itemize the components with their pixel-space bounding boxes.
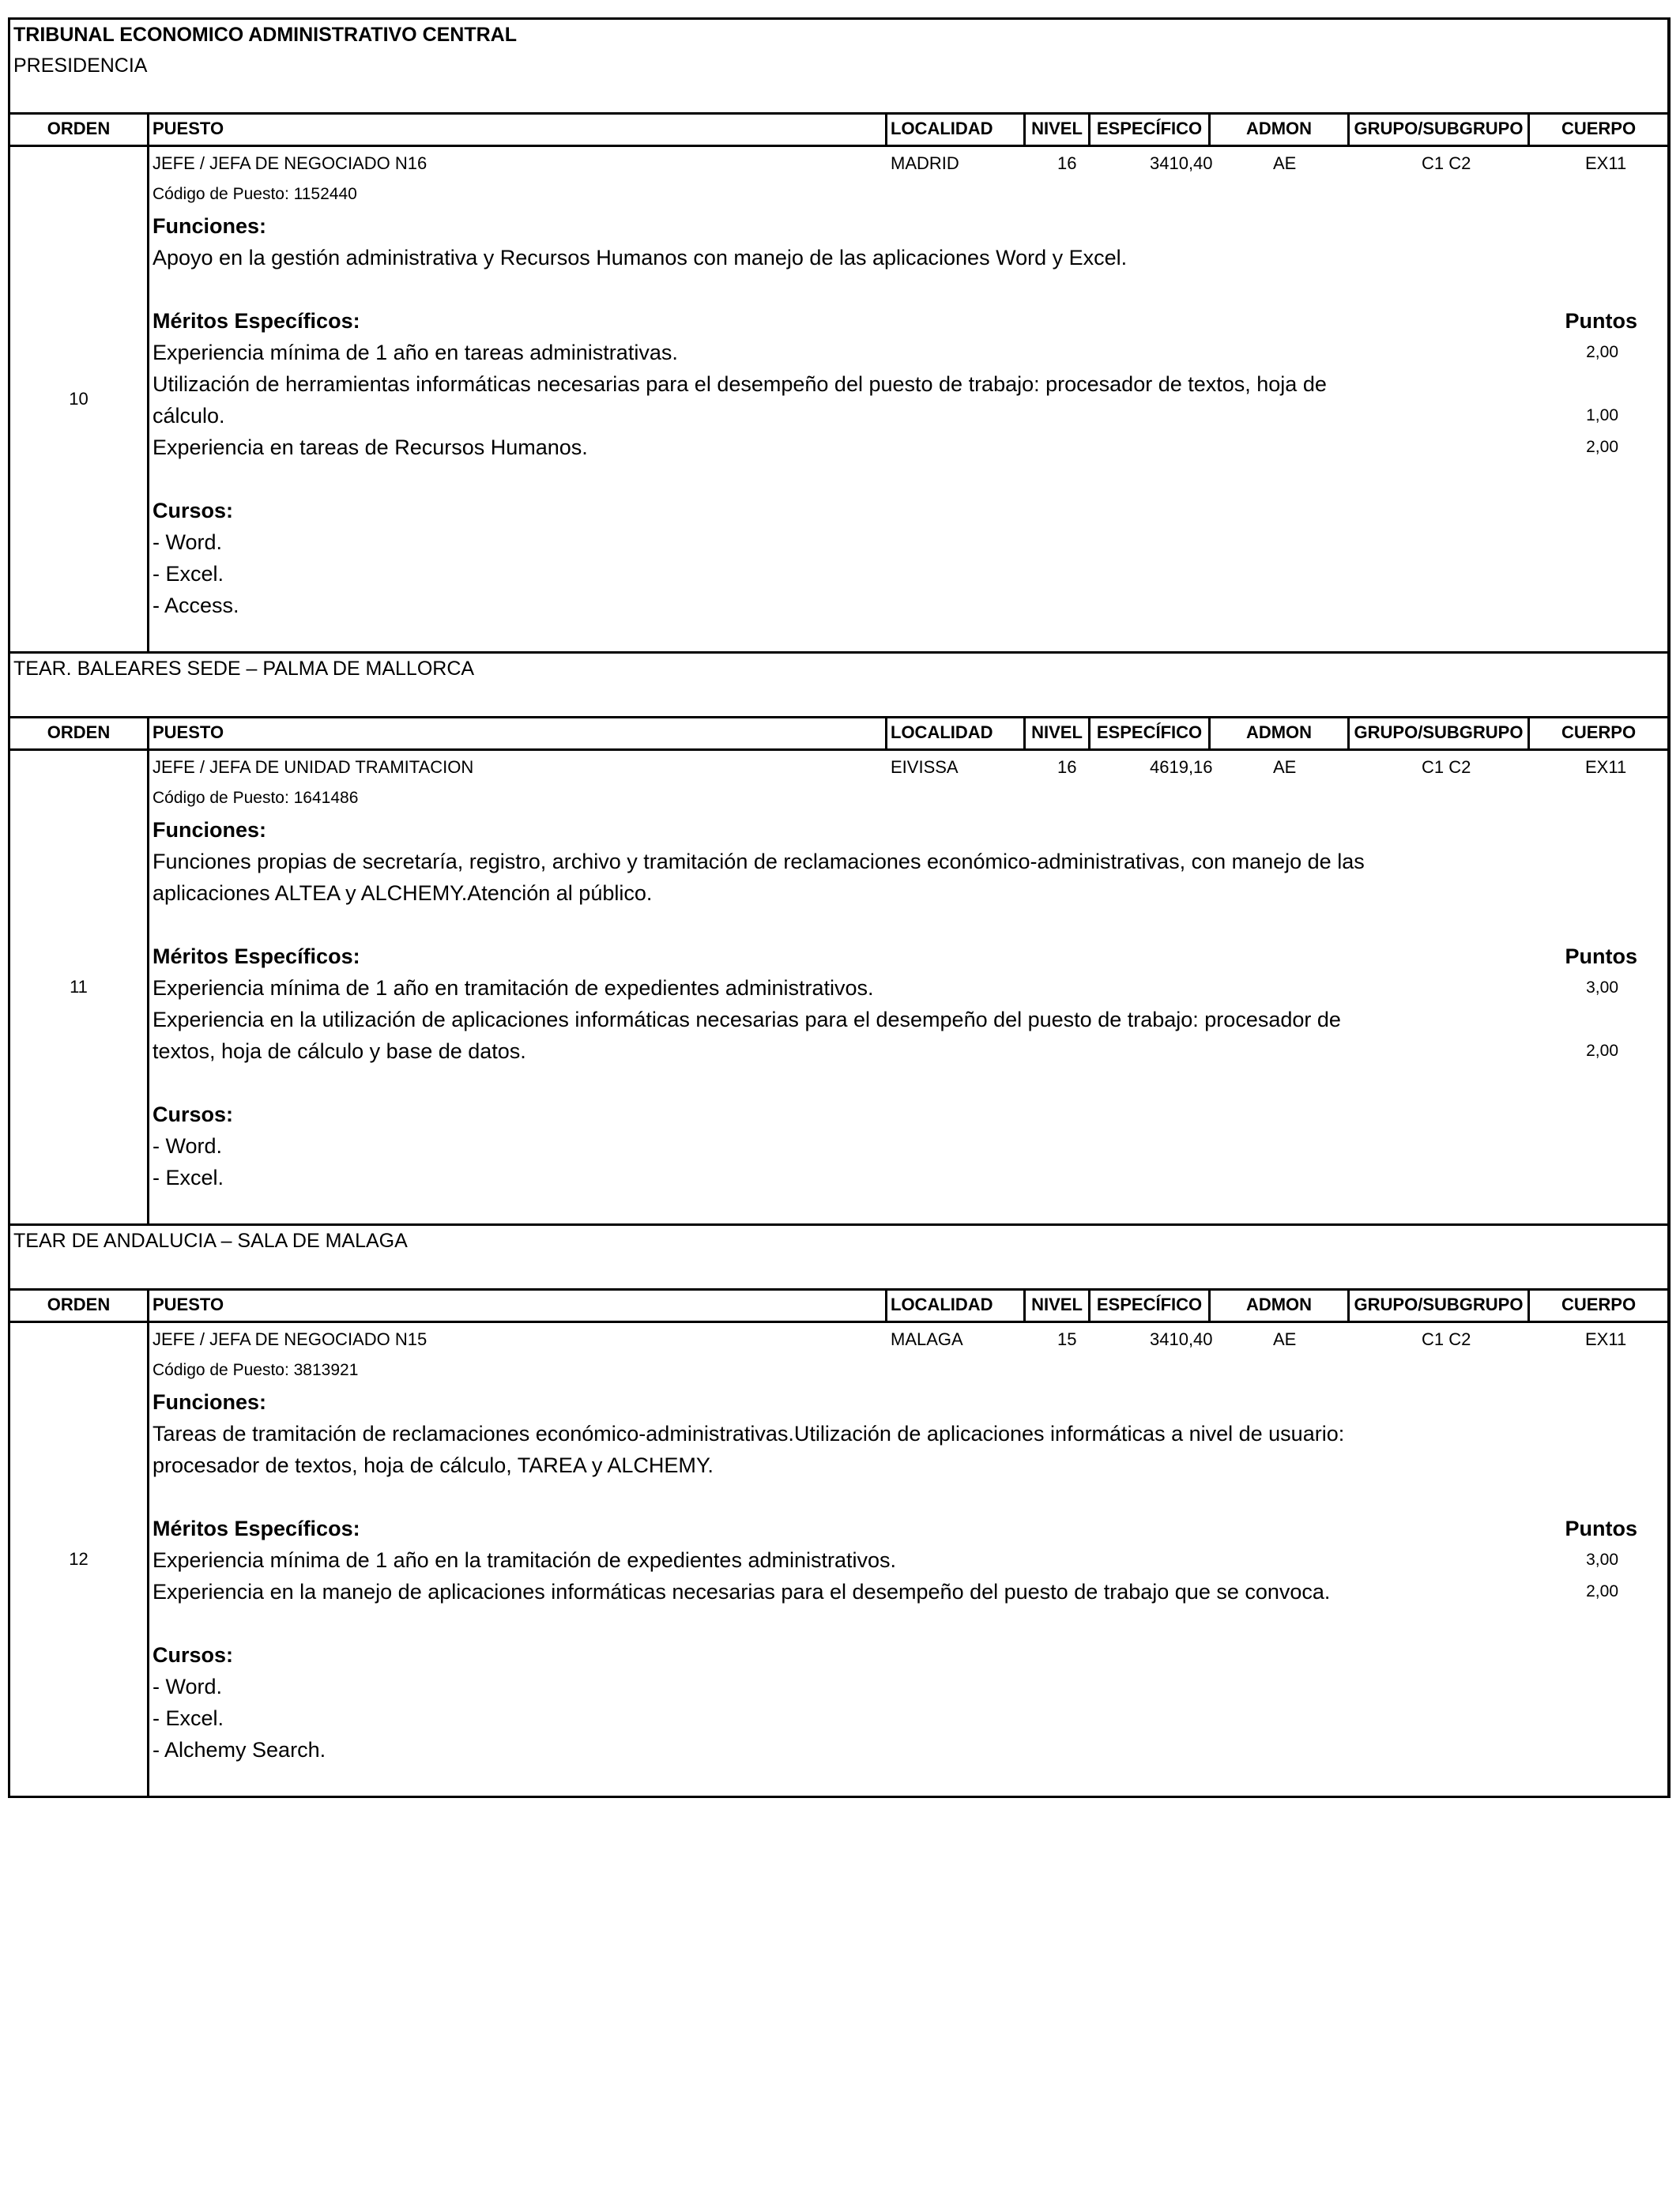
merito-item [149, 1035, 1667, 1067]
org-title: TRIBUNAL ECONOMICO ADMINISTRATIVO CENTRAL [13, 24, 518, 46]
admon-value: AE [1273, 757, 1297, 777]
puesto-value: JEFE / JEFA DE NEGOCIADO N15 [153, 1329, 428, 1349]
funciones-text: Funciones propias de secretaría, registro, archivo y tramitación de reclamaciones económico-administrativas, con manejo de las [153, 850, 1365, 873]
cursos-heading: Cursos: [153, 1643, 234, 1667]
merito-puntos: 2,00 [1586, 1042, 1618, 1060]
merito-text: textos, hoja de cálculo y base de datos. [153, 1039, 526, 1063]
codigo-puesto: Código de Puesto: 1152440 [153, 185, 357, 203]
job-row [10, 1323, 1667, 1796]
org-header [10, 20, 1667, 115]
especifico-value: 3410,40 [1150, 1329, 1213, 1349]
merito-item [149, 1004, 1667, 1035]
funciones-heading: Funciones: [153, 818, 267, 842]
merito-text: Experiencia mínima de 1 año en la tramitación de expedientes administrativos. [153, 1548, 897, 1572]
cuerpo-value: EX11 [1585, 757, 1627, 777]
funciones-text: procesador de textos, hoja de cálculo, TAREA y ALCHEMY. [153, 1453, 714, 1477]
nivel-value: 15 [1057, 1329, 1077, 1349]
curso-item: - Access. [153, 594, 239, 617]
section-name: TEAR. BALEARES SEDE – PALMA DE MALLORCA [13, 658, 475, 680]
grupo-value: C1 C2 [1422, 757, 1471, 777]
especifico-value: 3410,40 [1150, 153, 1213, 173]
grupo-value: C1 C2 [1422, 153, 1471, 173]
funciones-heading: Funciones: [153, 1390, 267, 1414]
meritos-label: Méritos Específicos: [153, 944, 360, 968]
column-header-row [10, 1291, 1667, 1323]
orden-value: 12 [10, 1323, 149, 1796]
orden-value: 11 [10, 751, 149, 1223]
puntos-heading: Puntos [1565, 309, 1637, 333]
col-orden: ORDEN [10, 718, 149, 748]
col-nivel: NIVEL [1026, 115, 1090, 145]
merito-text: Utilización de herramientas informáticas necesarias para el desempeño del puesto de trabajo: procesador de textos, hoja de [153, 372, 1327, 396]
job-summary-line [149, 1323, 1667, 1355]
merito-item [149, 1576, 1667, 1608]
job-body [149, 147, 1667, 651]
merito-puntos: 2,00 [1586, 343, 1618, 361]
col-localidad: LOCALIDAD [887, 718, 1026, 748]
merito-puntos: 2,00 [1586, 1582, 1618, 1600]
funciones-text: Tareas de tramitación de reclamaciones económico-administrativas.Utilización de aplicaciones informáticas a nivel de usuario: [153, 1422, 1345, 1446]
puesto-value: JEFE / JEFA DE NEGOCIADO N16 [153, 153, 428, 173]
merito-text: Experiencia mínima de 1 año en tareas administrativas. [153, 341, 678, 364]
merito-text: Experiencia mínima de 1 año en tramitación de expedientes administrativos. [153, 976, 874, 1000]
meritos-heading [149, 305, 1667, 337]
col-localidad: LOCALIDAD [887, 1291, 1026, 1321]
merito-item [149, 400, 1667, 432]
cuerpo-value: EX11 [1585, 1329, 1627, 1349]
col-orden: ORDEN [10, 115, 149, 145]
funciones-text: aplicaciones ALTEA y ALCHEMY.Atención al público. [153, 881, 653, 905]
merito-item [149, 337, 1667, 368]
curso-item: - Excel. [153, 1166, 224, 1189]
merito-item [149, 972, 1667, 1004]
col-especifico: ESPECÍFICO [1090, 115, 1211, 145]
merito-puntos: 1,00 [1586, 406, 1618, 424]
codigo-puesto: Código de Puesto: 1641486 [153, 789, 359, 807]
col-grupo: GRUPO/SUBGRUPO [1350, 115, 1530, 145]
merito-puntos: 3,00 [1586, 1551, 1618, 1569]
merito-item [149, 368, 1667, 400]
admon-value: AE [1273, 153, 1297, 173]
nivel-value: 16 [1057, 757, 1077, 777]
meritos-heading [149, 941, 1667, 972]
col-admon: ADMON [1211, 115, 1350, 145]
section-name: PRESIDENCIA [13, 55, 148, 77]
job-body [149, 751, 1667, 1223]
section-header [10, 651, 1667, 718]
grupo-value: C1 C2 [1422, 1329, 1471, 1349]
col-cuerpo: CUERPO [1561, 119, 1637, 138]
section-header [10, 1223, 1667, 1291]
codigo-puesto: Código de Puesto: 3813921 [153, 1361, 359, 1379]
col-admon: ADMON [1211, 1291, 1350, 1321]
col-nivel: NIVEL [1026, 718, 1090, 748]
col-puesto: PUESTO [149, 718, 887, 748]
merito-text: Experiencia en la manejo de aplicaciones informáticas necesarias para el desempeño del puesto de trabajo que se convoca. [153, 1580, 1331, 1604]
merito-text: Experiencia en la utilización de aplicaciones informáticas necesarias para el desempeño del puesto de trabajo: procesador de [153, 1008, 1341, 1031]
cuerpo-value: EX11 [1585, 153, 1627, 173]
meritos-label: Méritos Específicos: [153, 309, 360, 333]
job-row [10, 751, 1667, 1223]
localidad-value: MALAGA [891, 1329, 963, 1349]
curso-item: - Alchemy Search. [153, 1738, 326, 1762]
col-orden: ORDEN [10, 1291, 149, 1321]
curso-item: - Word. [153, 1675, 223, 1698]
merito-text: cálculo. [153, 404, 225, 428]
merito-item [149, 432, 1667, 463]
localidad-value: MADRID [891, 153, 959, 173]
col-puesto: PUESTO [149, 1291, 887, 1321]
merito-puntos: 2,00 [1586, 438, 1618, 456]
merito-puntos: 3,00 [1586, 978, 1618, 997]
admon-value: AE [1273, 1329, 1297, 1349]
curso-item: - Excel. [153, 1706, 224, 1730]
col-nivel: NIVEL [1026, 1291, 1090, 1321]
column-header-row [10, 115, 1667, 147]
document-table [8, 17, 1671, 1798]
col-grupo: GRUPO/SUBGRUPO [1350, 1291, 1530, 1321]
col-puesto: PUESTO [149, 115, 887, 145]
curso-item: - Word. [153, 1134, 223, 1158]
cursos-heading: Cursos: [153, 499, 234, 522]
job-row [10, 147, 1667, 651]
puesto-value: JEFE / JEFA DE UNIDAD TRAMITACION [153, 757, 474, 777]
col-cuerpo: CUERPO [1561, 1295, 1637, 1314]
meritos-heading [149, 1513, 1667, 1544]
section-name: TEAR DE ANDALUCIA – SALA DE MALAGA [13, 1230, 408, 1252]
funciones-heading: Funciones: [153, 214, 267, 238]
col-grupo: GRUPO/SUBGRUPO [1350, 718, 1530, 748]
job-summary-line [149, 751, 1667, 782]
col-admon: ADMON [1211, 718, 1350, 748]
job-body [149, 1323, 1667, 1796]
puntos-heading: Puntos [1565, 1517, 1637, 1540]
col-cuerpo: CUERPO [1561, 722, 1637, 742]
cursos-heading: Cursos: [153, 1103, 234, 1126]
orden-value: 10 [10, 147, 149, 651]
job-summary-line [149, 147, 1667, 179]
merito-item [149, 1544, 1667, 1576]
nivel-value: 16 [1057, 153, 1077, 173]
column-header-row [10, 718, 1667, 751]
puntos-heading: Puntos [1565, 944, 1637, 968]
funciones-text: Apoyo en la gestión administrativa y Recursos Humanos con manejo de las aplicaciones Word y Excel. [153, 246, 1128, 270]
merito-text: Experiencia en tareas de Recursos Humanos. [153, 435, 588, 459]
col-especifico: ESPECÍFICO [1090, 1291, 1211, 1321]
curso-item: - Word. [153, 530, 223, 554]
localidad-value: EIVISSA [891, 757, 959, 777]
curso-item: - Excel. [153, 562, 224, 586]
especifico-value: 4619,16 [1150, 757, 1213, 777]
col-localidad: LOCALIDAD [887, 115, 1026, 145]
col-especifico: ESPECÍFICO [1090, 718, 1211, 748]
meritos-label: Méritos Específicos: [153, 1517, 360, 1540]
